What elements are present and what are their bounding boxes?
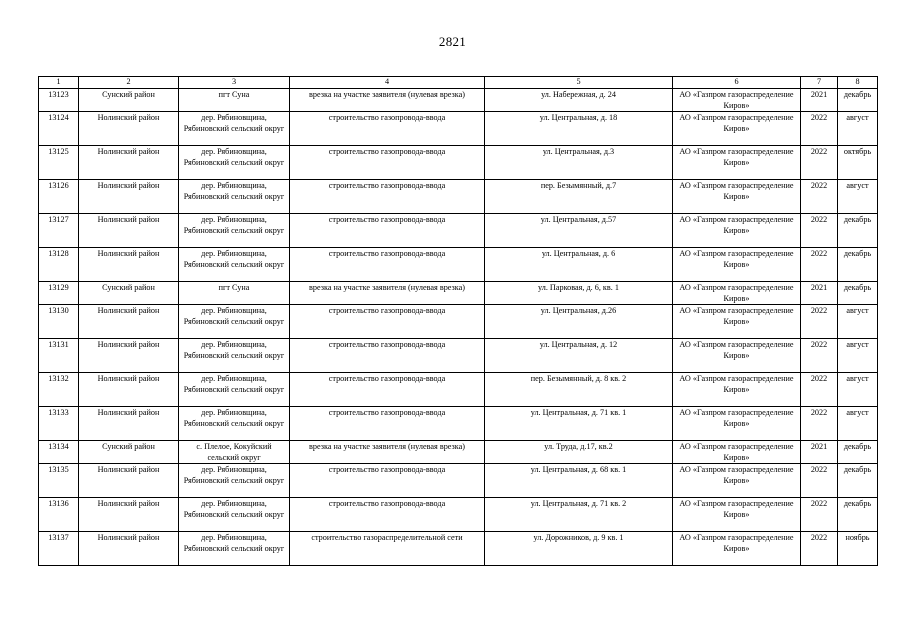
address-cell: ул. Центральная, д. 18: [485, 112, 673, 146]
district-cell: Нолинский район: [79, 248, 179, 282]
address-cell: ул. Центральная, д.3: [485, 146, 673, 180]
work-type-cell: строительство газопровода-ввода: [290, 305, 485, 339]
address-cell: пер. Безымянный, д.7: [485, 180, 673, 214]
table-row: [39, 146, 878, 180]
row-number: 13132: [39, 373, 79, 407]
row-number: 13135: [39, 464, 79, 498]
organization-cell: АО «Газпром газораспределение Киров»: [673, 464, 801, 498]
district-cell: Сунский район: [79, 282, 179, 305]
organization-cell: АО «Газпром газораспределение Киров»: [673, 89, 801, 112]
work-type-cell: строительство газопровода-ввода: [290, 214, 485, 248]
year-cell: 2022: [801, 532, 838, 566]
year-cell: 2021: [801, 89, 838, 112]
address-cell: ул. Центральная, д. 6: [485, 248, 673, 282]
month-cell: август: [838, 373, 878, 407]
address-cell: ул. Центральная, д.57: [485, 214, 673, 248]
address-cell: ул. Центральная, д. 71 кв. 1: [485, 407, 673, 441]
month-cell: август: [838, 339, 878, 373]
locality-cell: дер. Рябиновщина, Рябиновский сельский округ: [179, 464, 290, 498]
row-number: 13129: [39, 282, 79, 305]
district-cell: Нолинский район: [79, 464, 179, 498]
table-row: [39, 248, 878, 282]
district-cell: Нолинский район: [79, 180, 179, 214]
work-type-cell: врезка на участке заявителя (нулевая врезка): [290, 89, 485, 112]
month-cell: декабрь: [838, 282, 878, 305]
row-number: 13128: [39, 248, 79, 282]
organization-cell: АО «Газпром газораспределение Киров»: [673, 532, 801, 566]
district-cell: Сунский район: [79, 441, 179, 464]
district-cell: Нолинский район: [79, 407, 179, 441]
month-cell: декабрь: [838, 248, 878, 282]
work-type-cell: строительство газораспределительной сети: [290, 532, 485, 566]
district-cell: Нолинский район: [79, 339, 179, 373]
column-header: 2: [79, 77, 179, 89]
district-cell: Нолинский район: [79, 214, 179, 248]
row-number: 13136: [39, 498, 79, 532]
district-cell: Нолинский район: [79, 146, 179, 180]
row-number: 13130: [39, 305, 79, 339]
organization-cell: АО «Газпром газораспределение Киров»: [673, 282, 801, 305]
year-cell: 2022: [801, 407, 838, 441]
table-row: [39, 339, 878, 373]
locality-cell: с. Плелое, Кокуйский сельский округ: [179, 441, 290, 464]
row-number: 13137: [39, 532, 79, 566]
month-cell: декабрь: [838, 464, 878, 498]
year-cell: 2022: [801, 339, 838, 373]
organization-cell: АО «Газпром газораспределение Киров»: [673, 112, 801, 146]
row-number: 13123: [39, 89, 79, 112]
work-type-cell: врезка на участке заявителя (нулевая врезка): [290, 441, 485, 464]
organization-cell: АО «Газпром газораспределение Киров»: [673, 305, 801, 339]
month-cell: декабрь: [838, 441, 878, 464]
district-cell: Нолинский район: [79, 305, 179, 339]
column-number-row: [39, 77, 878, 89]
table-row: [39, 214, 878, 248]
row-number: 13134: [39, 441, 79, 464]
month-cell: август: [838, 407, 878, 441]
organization-cell: АО «Газпром газораспределение Киров»: [673, 373, 801, 407]
organization-cell: АО «Газпром газораспределение Киров»: [673, 146, 801, 180]
organization-cell: АО «Газпром газораспределение Киров»: [673, 441, 801, 464]
work-type-cell: строительство газопровода-ввода: [290, 112, 485, 146]
row-number: 13133: [39, 407, 79, 441]
locality-cell: дер. Рябиновщина, Рябиновский сельский округ: [179, 214, 290, 248]
column-header: 8: [838, 77, 878, 89]
month-cell: август: [838, 112, 878, 146]
table-row: [39, 305, 878, 339]
column-header: 6: [673, 77, 801, 89]
work-type-cell: врезка на участке заявителя (нулевая врезка): [290, 282, 485, 305]
column-header: 4: [290, 77, 485, 89]
organization-cell: АО «Газпром газораспределение Киров»: [673, 339, 801, 373]
month-cell: декабрь: [838, 89, 878, 112]
locality-cell: дер. Рябиновщина, Рябиновский сельский округ: [179, 305, 290, 339]
locality-cell: дер. Рябиновщина, Рябиновский сельский округ: [179, 180, 290, 214]
locality-cell: дер. Рябиновщина, Рябиновский сельский округ: [179, 339, 290, 373]
address-cell: ул. Центральная, д. 71 кв. 2: [485, 498, 673, 532]
table-row: [39, 498, 878, 532]
year-cell: 2021: [801, 282, 838, 305]
work-type-cell: строительство газопровода-ввода: [290, 407, 485, 441]
month-cell: август: [838, 305, 878, 339]
column-header: 7: [801, 77, 838, 89]
column-header: 3: [179, 77, 290, 89]
table-row: [39, 112, 878, 146]
address-cell: ул. Труда, д.17, кв.2: [485, 441, 673, 464]
district-cell: Нолинский район: [79, 112, 179, 146]
month-cell: декабрь: [838, 498, 878, 532]
district-cell: Нолинский район: [79, 373, 179, 407]
gas-connection-table: [38, 76, 878, 566]
locality-cell: пгт Суна: [179, 282, 290, 305]
year-cell: 2022: [801, 498, 838, 532]
year-cell: 2022: [801, 180, 838, 214]
organization-cell: АО «Газпром газораспределение Киров»: [673, 498, 801, 532]
row-number: 13126: [39, 180, 79, 214]
table-row: [39, 180, 878, 214]
district-cell: Сунский район: [79, 89, 179, 112]
organization-cell: АО «Газпром газораспределение Киров»: [673, 214, 801, 248]
year-cell: 2022: [801, 464, 838, 498]
year-cell: 2021: [801, 441, 838, 464]
district-cell: Нолинский район: [79, 532, 179, 566]
table-row: [39, 441, 878, 464]
work-type-cell: строительство газопровода-ввода: [290, 180, 485, 214]
locality-cell: дер. Рябиновщина, Рябиновский сельский округ: [179, 407, 290, 441]
address-cell: ул. Парковая, д. 6, кв. 1: [485, 282, 673, 305]
month-cell: ноябрь: [838, 532, 878, 566]
year-cell: 2022: [801, 373, 838, 407]
month-cell: декабрь: [838, 214, 878, 248]
locality-cell: дер. Рябиновщина, Рябиновский сельский округ: [179, 112, 290, 146]
year-cell: 2022: [801, 112, 838, 146]
column-header: 5: [485, 77, 673, 89]
locality-cell: дер. Рябиновщина, Рябиновский сельский округ: [179, 248, 290, 282]
address-cell: ул. Центральная, д. 68 кв. 1: [485, 464, 673, 498]
work-type-cell: строительство газопровода-ввода: [290, 464, 485, 498]
address-cell: ул. Набережная, д. 24: [485, 89, 673, 112]
table-row: [39, 407, 878, 441]
address-cell: ул. Центральная, д.26: [485, 305, 673, 339]
table-row: [39, 532, 878, 566]
page-number: 2821: [438, 34, 467, 49]
year-cell: 2022: [801, 146, 838, 180]
year-cell: 2022: [801, 305, 838, 339]
address-cell: ул. Центральная, д. 12: [485, 339, 673, 373]
locality-cell: дер. Рябиновщина, Рябиновский сельский округ: [179, 373, 290, 407]
year-cell: 2022: [801, 214, 838, 248]
work-type-cell: строительство газопровода-ввода: [290, 248, 485, 282]
table-row: [39, 282, 878, 305]
year-cell: 2022: [801, 248, 838, 282]
work-type-cell: строительство газопровода-ввода: [290, 373, 485, 407]
row-number: 13124: [39, 112, 79, 146]
locality-cell: дер. Рябиновщина, Рябиновский сельский округ: [179, 498, 290, 532]
address-cell: ул. Дорожников, д. 9 кв. 1: [485, 532, 673, 566]
column-header: 1: [39, 77, 79, 89]
row-number: 13125: [39, 146, 79, 180]
row-number: 13127: [39, 214, 79, 248]
work-type-cell: строительство газопровода-ввода: [290, 498, 485, 532]
table-row: [39, 373, 878, 407]
organization-cell: АО «Газпром газораспределение Киров»: [673, 248, 801, 282]
locality-cell: дер. Рябиновщина, Рябиновский сельский округ: [179, 146, 290, 180]
month-cell: октябрь: [838, 146, 878, 180]
organization-cell: АО «Газпром газораспределение Киров»: [673, 407, 801, 441]
organization-cell: АО «Газпром газораспределение Киров»: [673, 180, 801, 214]
locality-cell: дер. Рябиновщина, Рябиновский сельский округ: [179, 532, 290, 566]
month-cell: август: [838, 180, 878, 214]
work-type-cell: строительство газопровода-ввода: [290, 339, 485, 373]
table-row: [39, 464, 878, 498]
table-row: [39, 89, 878, 112]
work-type-cell: строительство газопровода-ввода: [290, 146, 485, 180]
district-cell: Нолинский район: [79, 498, 179, 532]
locality-cell: пгт Суна: [179, 89, 290, 112]
row-number: 13131: [39, 339, 79, 373]
address-cell: пер. Безымянный, д. 8 кв. 2: [485, 373, 673, 407]
